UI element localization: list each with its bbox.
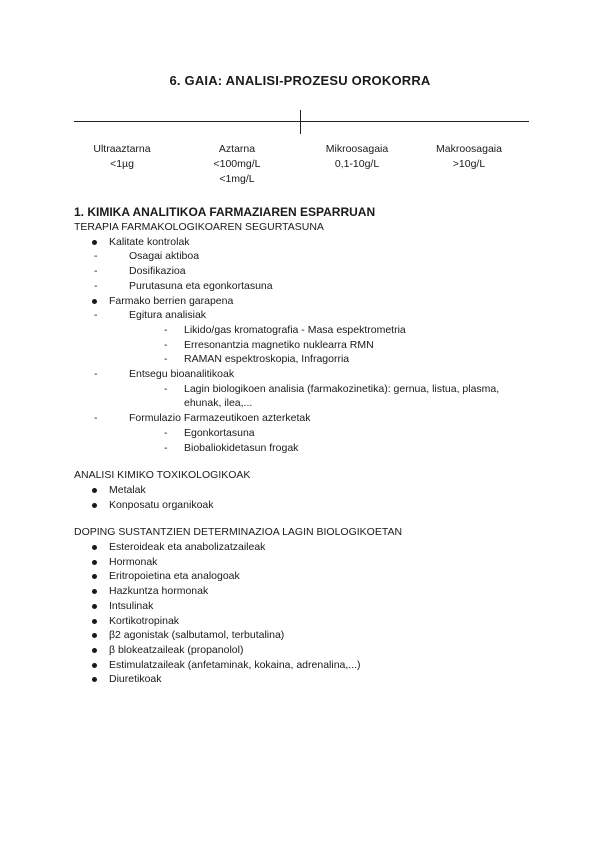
list-item: - Erresonantzia magnetiko nuklearra RMN [74, 338, 534, 353]
list-item: Konposatu organikoak [74, 498, 534, 513]
bullet-list [74, 540, 534, 687]
bullet-list [74, 483, 534, 512]
scale-value: <1mg/L [219, 173, 255, 185]
scale-label: Ultraaztarna [93, 143, 151, 155]
scale-column-ultraaztarna [82, 142, 162, 172]
section-toxicology [74, 468, 534, 512]
section-subheading: TERAPIA FARMAKOLOGIKOAREN SEGURTASUNA [74, 221, 324, 233]
scale-value: 0,1-10g/L [334, 158, 380, 170]
list-item: - Biobaliokidetasun frogak [74, 441, 534, 456]
dash-list [74, 323, 534, 367]
dash-list [74, 426, 534, 455]
dash-list [74, 308, 534, 455]
list-item: - Lagin biologikoen analisia (farmakozinetika): gernua, listua, plasma, ehunak, ilea,... [74, 382, 534, 411]
section-heading: 1. KIMIKA ANALITIKOA FARMAZIAREN ESPARRUAN [74, 205, 376, 219]
list-item: Eritropoietina eta analogoak [74, 569, 534, 584]
list-item: Hormonak [74, 555, 534, 570]
list-item: Intsulinak [74, 599, 534, 614]
list-item: - Egitura analisiak - Likido/gas kromatografia - Masa espektrometria - Erresonantzia magnetiko nuklearra RMN - RAMAN espektroskopia, Infragorria [74, 308, 534, 367]
list-item: Farmako berrien garapena - Egitura analisiak - Likido/gas kromatografia - Masa espektrometria - Erresonantzia magnetiko nuklearra RMN - RAMAN espektroskopia, Infragorria - Entsegu bioanalitikoak - Lagin biologikoen analisia (farmakozinetika): gernua, listua, plasma, ehunak, ilea,... - Formulazio Farmazeutikoen azterketak - Egonkortasuna - Biobaliokidetasun frogak [74, 294, 534, 456]
list-item: Metalak [74, 483, 534, 498]
dash-list [74, 382, 534, 411]
scale-column-makroosagaia [424, 142, 514, 172]
scale-label: Aztarna [218, 143, 256, 155]
dash-list [74, 249, 534, 293]
section-doping [74, 525, 534, 687]
section-heading: ANALISI KIMIKO TOXIKOLOGIKOAK [74, 469, 251, 482]
scale-column-aztarna [192, 142, 282, 187]
list-item: Hazkuntza hormonak [74, 584, 534, 599]
list-item: Esteroideak eta anabolizatzaileak [74, 540, 534, 555]
document-content [74, 205, 534, 687]
scale-axis-tick [300, 110, 301, 134]
list-item: Kortikotropinak [74, 614, 534, 629]
section-heading: DOPING SUSTANTZIEN DETERMINAZIOA LAGIN BIOLOGIKOETAN [74, 526, 403, 539]
list-item: Estimulatzaileak (anfetaminak, kokaina, adrenalina,...) [74, 658, 534, 673]
scale-label: Mikroosagaia [325, 143, 389, 155]
list-item: Diuretikoak [74, 672, 534, 687]
list-item: - Entsegu bioanalitikoak - Lagin biologikoen analisia (farmakozinetika): gernua, listua, plasma, ehunak, ilea,... [74, 367, 534, 411]
list-item: β2 agonistak (salbutamol, terbutalina) [74, 628, 534, 643]
list-item: - Likido/gas kromatografia - Masa espektrometria [74, 323, 534, 338]
scale-value: <1µg [110, 158, 134, 170]
list-item: - Osagai aktiboa [74, 249, 534, 264]
scale-column-mikroosagaia [312, 142, 402, 172]
list-item: - Formulazio Farmazeutikoen azterketak - Egonkortasuna - Biobaliokidetasun frogak [74, 411, 534, 455]
list-item: - RAMAN espektroskopia, Infragorria [74, 352, 534, 367]
list-item: - Egonkortasuna [74, 426, 534, 441]
scale-axis-line [74, 121, 529, 122]
scale-label: Makroosagaia [436, 143, 502, 155]
bullet-list [74, 235, 534, 456]
page-title: 6. GAIA: ANALISI-PROZESU OROKORRA [169, 73, 431, 88]
scale-value: >10g/L [452, 158, 486, 170]
list-item: Kalitate kontrolak - Osagai aktiboa - Dosifikazioa - Purutasuna eta egonkortasuna [74, 235, 534, 294]
list-item: β blokeatzaileak (propanolol) [74, 643, 534, 658]
scale-value: <100mg/L [213, 158, 261, 170]
list-item: - Dosifikazioa [74, 264, 534, 279]
list-item: - Purutasuna eta egonkortasuna [74, 279, 534, 294]
